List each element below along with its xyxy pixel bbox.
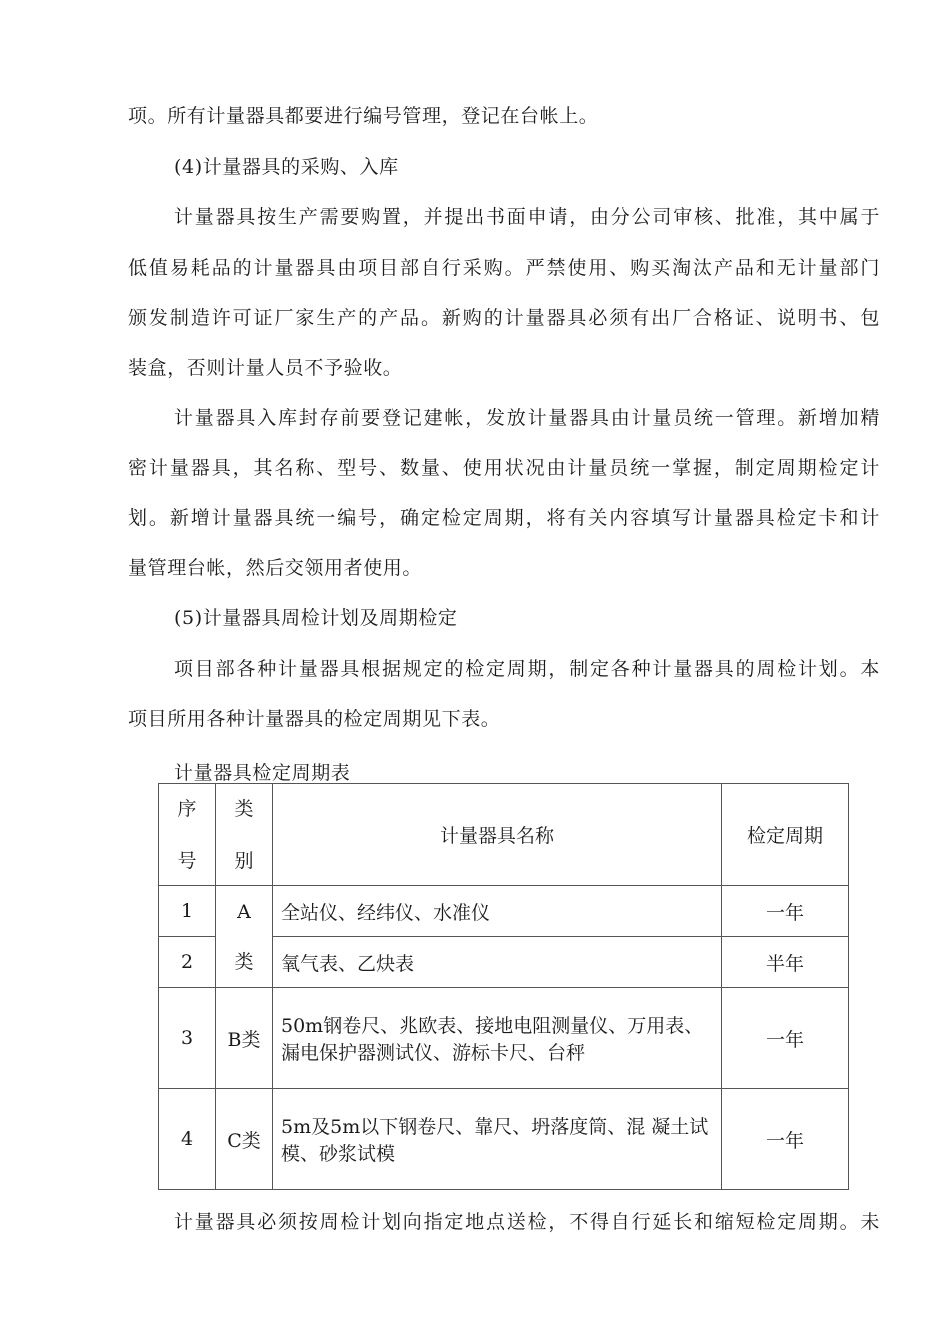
table-row <box>159 988 849 1089</box>
row-category: A 类 <box>216 886 273 988</box>
header-no: 序 号 <box>159 784 216 886</box>
row-no: 3 <box>159 988 216 1089</box>
row-period: 半年 <box>722 937 849 988</box>
header-period: 检定周期 <box>722 784 849 886</box>
paragraph-line: 项目部各种计量器具根据规定的检定周期，制定各种计量器具的周检计划。本 <box>174 658 880 680</box>
row-no: 1 <box>159 886 216 937</box>
section-heading-5: (5)计量器具周检计划及周期检定 <box>174 607 458 629</box>
paragraph-line: 项。所有计量器具都要进行编号管理，登记在台帐上。 <box>128 105 599 127</box>
section-heading-4: (4)计量器具的采购、入库 <box>174 156 399 178</box>
row-name: 50m钢卷尺、兆欧表、接地电阻测量仪、万用表、 漏电保护器测试仪、游标卡尺、台秤 <box>273 988 722 1089</box>
table-row <box>159 1089 849 1190</box>
paragraph-line: 项目所用各种计量器具的检定周期见下表。 <box>128 708 501 730</box>
paragraph-line: 密计量器具，其名称、型号、数量、使用状况由计量员统一掌握，制定周期检定计 <box>128 457 880 479</box>
row-period: 一年 <box>722 886 849 937</box>
table-row <box>159 886 849 937</box>
paragraph-line: 低值易耗品的计量器具由项目部自行采购。严禁使用、购买淘汰产品和无计量部门 <box>128 257 880 279</box>
row-category: C类 <box>216 1089 273 1190</box>
paragraph-line: 计量器具必须按周检计划向指定地点送检，不得自行延长和缩短检定周期。未 <box>174 1211 880 1233</box>
paragraph-line: 颁发制造许可证厂家生产的产品。新购的计量器具必须有出厂合格证、说明书、包 <box>128 307 880 329</box>
header-category: 类 别 <box>216 784 273 886</box>
row-name: 5m及5m以下钢卷尺、靠尺、坍落度筒、混 凝土试模、砂浆试模 <box>273 1089 722 1190</box>
row-no: 2 <box>159 937 216 988</box>
header-name: 计量器具名称 <box>273 784 722 886</box>
table-header-row <box>159 784 849 886</box>
row-category: B类 <box>216 988 273 1089</box>
table-caption: 计量器具检定周期表 <box>174 762 351 784</box>
paragraph-line: 计量器具入库封存前要登记建帐，发放计量器具由计量员统一管理。新增加精 <box>174 407 880 429</box>
paragraph-line: 装盒，否则计量人员不予验收。 <box>128 357 403 379</box>
paragraph-line: 计量器具按生产需要购置，并提出书面申请，由分公司审核、批准，其中属于 <box>174 206 880 228</box>
paragraph-line: 量管理台帐，然后交领用者使用。 <box>128 557 423 579</box>
row-period: 一年 <box>722 1089 849 1190</box>
row-no: 4 <box>159 1089 216 1190</box>
row-name: 全站仪、经纬仪、水准仪 <box>273 886 722 937</box>
row-period: 一年 <box>722 988 849 1089</box>
row-name: 氧气表、乙炔表 <box>273 937 722 988</box>
paragraph-line: 划。新增计量器具统一编号，确定检定周期，将有关内容填写计量器具检定卡和计 <box>128 507 880 529</box>
calibration-period-table <box>158 783 849 1190</box>
